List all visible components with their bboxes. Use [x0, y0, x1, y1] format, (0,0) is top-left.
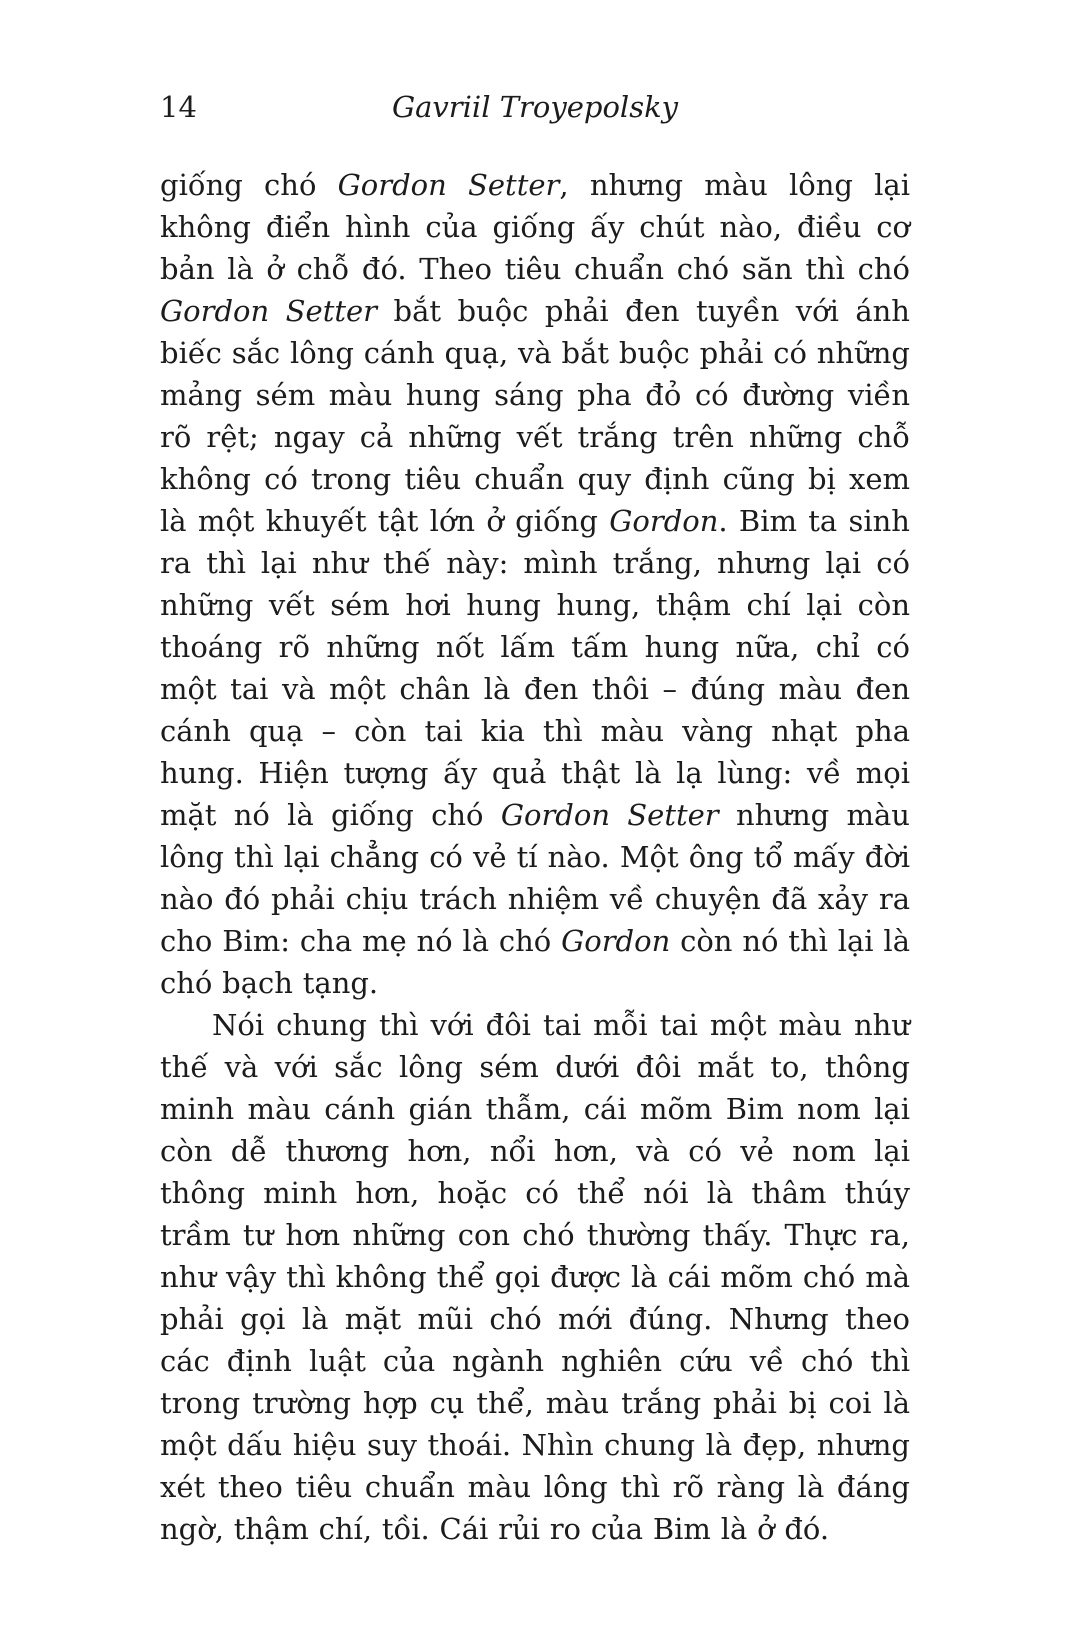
paragraph	[160, 164, 910, 1004]
italic-text-segment: Gordon Setter	[160, 294, 378, 328]
text-segment: , nhưng màu lông lại không điển hình của giống ấy chút nào, điều cơ bản là ở chỗ đó. Theo tiêu chuẩn chó săn thì chó	[160, 168, 910, 286]
italic-text-segment: Gordon	[609, 504, 719, 538]
page-header	[160, 86, 910, 128]
text-segment: nhưng màu lông thì lại chẳng có vẻ tí nào. Một ông tổ mấy đời nào đó phải chịu trách nhiệm về chuyện đã xảy ra cho Bim: cha mẹ nó là chó	[160, 798, 910, 958]
text-segment: giống chó	[160, 168, 338, 202]
paragraph	[160, 1004, 910, 1550]
italic-text-segment: Gordon Setter	[500, 798, 719, 832]
text-segment: bắt buộc phải đen tuyền với ánh biếc sắc lông cánh quạ, và bắt buộc phải có những mảng sém màu hung sáng pha đỏ có đường viền rõ rệt; ngay cả những vết trắng trên những chỗ không có trong tiêu chuẩn quy định cũng bị xem là một khuyết tật lớn ở giống	[160, 294, 910, 538]
body-text	[160, 164, 910, 1550]
text-segment: . Bim ta sinh ra thì lại như thế này: mình trắng, nhưng lại có những vết sém hơi hung hung, thậm chí lại còn thoáng rõ những nốt lấm tấm hung nữa, chỉ có một tai và một chân là đen thôi – đúng màu đen cánh quạ – còn tai kia thì màu vàng nhạt pha hung. Hiện tượng ấy quả thật là lạ lùng: về mọi mặt nó là giống chó	[160, 504, 910, 832]
running-title: Gavriil Troyepolsky	[391, 90, 679, 124]
text-segment: Nói chung thì với đôi tai mỗi tai một màu như thế và với sắc lông sém dưới đôi mắt to, thông minh màu cánh gián thẫm, cái mõm Bim nom lại còn dễ thương hơn, nổi hơn, và có vẻ nom lại thông minh hơn, hoặc có thể nói là thâm thúy trầm tư hơn những con chó thường thấy. Thực ra, như vậy thì không thể gọi được là cái mõm chó mà phải gọi là mặt mũi chó mới đúng. Nhưng theo các định luật của ngành nghiên cứu về chó thì trong trường hợp cụ thể, màu trắng phải bị coi là một dấu hiệu suy thoái. Nhìn chung là đẹp, nhưng xét theo tiêu chuẩn màu lông thì rõ ràng là đáng ngờ, thậm chí, tồi. Cái rủi ro của Bim là ở đó.	[160, 1008, 910, 1546]
text-segment: còn nó thì lại là chó bạch tạng.	[160, 924, 910, 1000]
page-number: 14	[160, 90, 197, 124]
italic-text-segment: Gordon Setter	[337, 168, 560, 202]
italic-text-segment: Gordon	[561, 924, 671, 958]
